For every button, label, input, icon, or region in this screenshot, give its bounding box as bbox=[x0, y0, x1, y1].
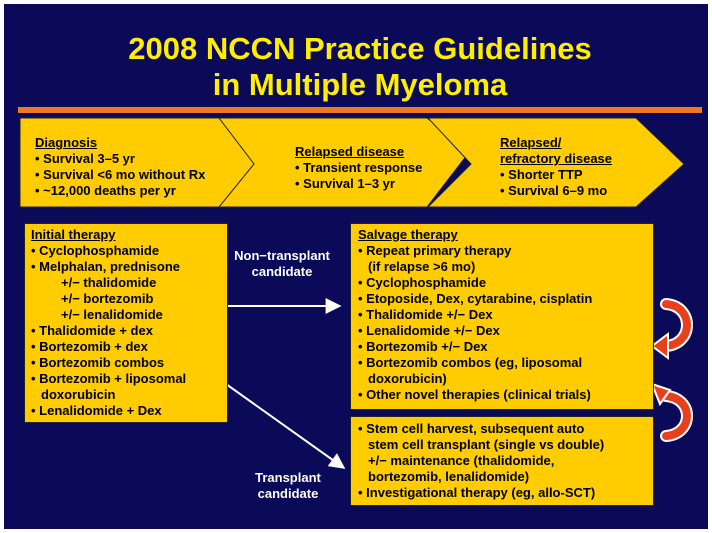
stage-diagnosis-item: • Survival 3–5 yr bbox=[35, 151, 205, 167]
initial-therapy-subitem: doxorubicin bbox=[41, 387, 116, 402]
initial-therapy-box bbox=[24, 223, 228, 423]
transplant-arrow bbox=[226, 384, 344, 468]
non-transplant-label bbox=[226, 248, 338, 280]
transplant-therapy-subitem: bortezomib, lenalidomide) bbox=[368, 469, 530, 484]
cycle-arrow-lower bbox=[652, 384, 687, 436]
salvage-therapy-item: • Repeat primary therapy bbox=[358, 243, 649, 259]
initial-therapy-item: • Bortezomib + dex bbox=[31, 339, 223, 355]
stage-relapsed-text bbox=[295, 144, 422, 192]
transplant-label bbox=[240, 470, 336, 502]
non-transplant-label-line-1: Non−transplant bbox=[234, 248, 330, 263]
salvage-therapy-item: • Lenalidomide +/− Dex bbox=[358, 323, 649, 339]
transplant-therapy-item: • Stem cell harvest, subsequent auto bbox=[358, 421, 649, 437]
salvage-therapy-item: • Cyclophosphamide bbox=[358, 275, 649, 291]
transplant-label-line-2: candidate bbox=[257, 486, 319, 501]
salvage-therapy-item: • Bortezomib +/− Dex bbox=[358, 339, 649, 355]
stage-relapsed-heading: Relapsed disease bbox=[295, 144, 405, 159]
initial-therapy-item: • Thalidomide + dex bbox=[31, 323, 223, 339]
salvage-therapy-item: • Etoposide, Dex, cytarabine, cisplatin bbox=[358, 291, 649, 307]
initial-therapy-item: • Melphalan, prednisone bbox=[31, 259, 223, 275]
salvage-therapy-subitem: doxorubicin) bbox=[368, 371, 447, 386]
stage-refractory-item: • Shorter TTP bbox=[500, 167, 612, 183]
initial-therapy-heading: Initial therapy bbox=[31, 227, 116, 242]
salvage-therapy-heading: Salvage therapy bbox=[358, 227, 458, 242]
stage-diagnosis-text bbox=[35, 135, 205, 199]
stage-refractory-item: • Survival 6–9 mo bbox=[500, 183, 612, 199]
transplant-therapy-item: • Investigational therapy (eg, allo-SCT) bbox=[358, 485, 649, 501]
stage-diagnosis-item: • Survival <6 mo without Rx bbox=[35, 167, 205, 183]
initial-therapy-item: • Bortezomib combos bbox=[31, 355, 223, 371]
transplant-therapy-subitem: stem cell transplant (single vs double) bbox=[368, 437, 605, 452]
initial-therapy-item: • Cyclophosphamide bbox=[31, 243, 223, 259]
non-transplant-label-line-2: candidate bbox=[251, 264, 313, 279]
stage-refractory-heading-2: refractory disease bbox=[500, 151, 613, 166]
salvage-therapy-subitem: (if relapse >6 mo) bbox=[368, 259, 476, 274]
stage-refractory-heading-1: Relapsed/ bbox=[500, 135, 562, 150]
slide-title-line-1: 2008 NCCN Practice Guidelines bbox=[128, 31, 592, 66]
initial-therapy-subitem: +/− lenalidomide bbox=[61, 307, 163, 322]
slide-title-line-2: in Multiple Myeloma bbox=[212, 67, 508, 102]
slide bbox=[4, 4, 708, 529]
salvage-therapy-item: • Other novel therapies (clinical trials) bbox=[358, 387, 649, 403]
transplant-therapy-subitem: +/− maintenance (thalidomide, bbox=[368, 453, 555, 468]
initial-therapy-subitem: +/− bortezomib bbox=[61, 291, 154, 306]
initial-therapy-subitem: +/− thalidomide bbox=[61, 275, 157, 290]
transplant-therapy-box bbox=[350, 416, 654, 506]
cycle-arrow-upper bbox=[652, 304, 687, 358]
salvage-therapy-item: • Bortezomib combos (eg, liposomal bbox=[358, 355, 649, 371]
stage-refractory-text bbox=[500, 135, 612, 199]
stage-diagnosis-heading: Diagnosis bbox=[35, 135, 98, 150]
initial-therapy-item: • Lenalidomide + Dex bbox=[31, 403, 223, 419]
stage-relapsed-item: • Survival 1–3 yr bbox=[295, 176, 422, 192]
stage-diagnosis-item: • ~12,000 deaths per yr bbox=[35, 183, 205, 199]
stage-relapsed-item: • Transient response bbox=[295, 160, 422, 176]
salvage-therapy-box bbox=[350, 223, 654, 410]
salvage-therapy-item: • Thalidomide +/− Dex bbox=[358, 307, 649, 323]
transplant-label-line-1: Transplant bbox=[255, 470, 321, 485]
initial-therapy-item: • Bortezomib + liposomal bbox=[31, 371, 223, 387]
